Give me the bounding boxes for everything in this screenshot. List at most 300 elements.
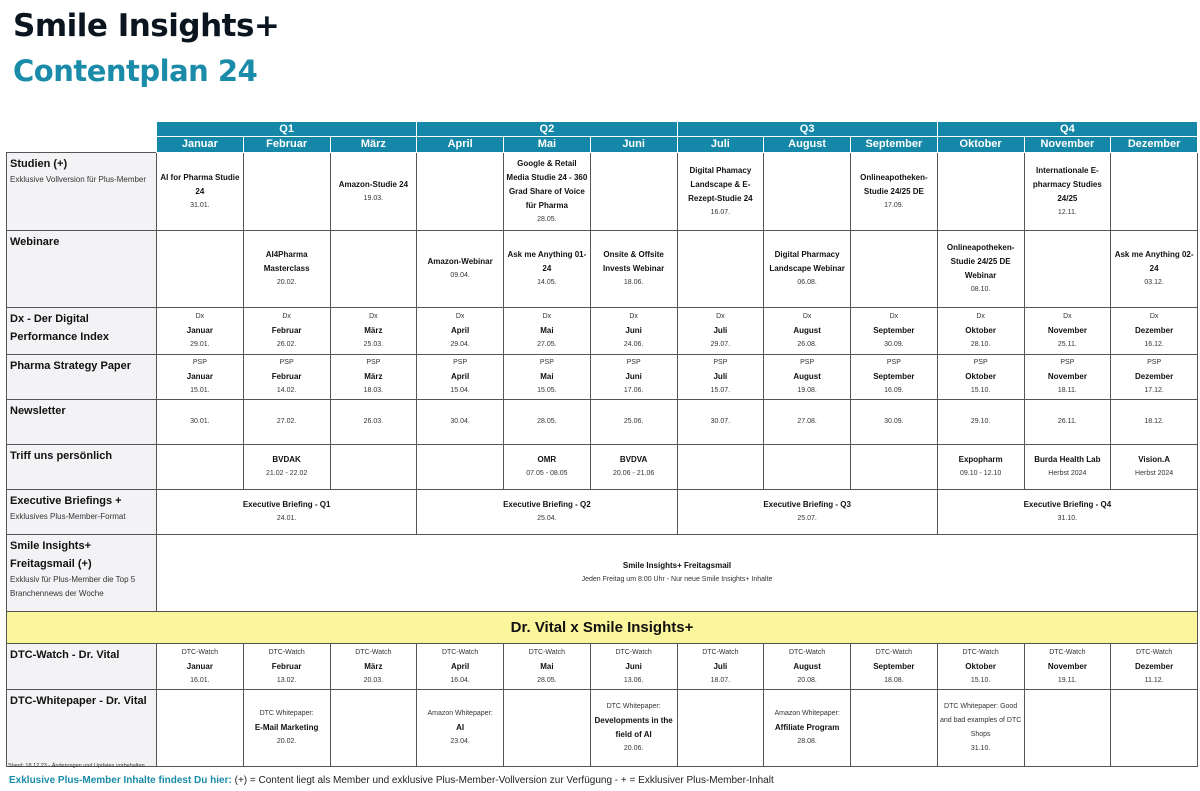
cell-date: 09.04.	[450, 272, 470, 279]
cell-date: 16.01.	[190, 676, 210, 684]
cell-date: Herbst 2024	[1135, 470, 1174, 477]
cell-title: Juli	[713, 326, 728, 335]
cell-prefix: DTC Whitepaper:	[606, 703, 661, 710]
cell-prefix: PSP	[453, 359, 468, 366]
plan-cell	[157, 490, 417, 535]
cell-date: 14.05.	[537, 279, 557, 286]
cell-date: 29.04.	[450, 341, 470, 348]
cell-date: 20.03.	[363, 676, 384, 684]
table-row	[7, 535, 1198, 612]
cell-date: 30.01.	[190, 418, 210, 425]
cell-title: Juni	[625, 372, 642, 381]
empty-corner	[7, 122, 157, 137]
plan-cell	[157, 644, 244, 690]
cell-title: September	[873, 661, 915, 671]
cell-prefix: DTC Whitepaper:	[259, 710, 314, 717]
cell-date: 28.05.	[537, 418, 557, 425]
plan-cell	[1111, 644, 1198, 690]
plan-cell	[1024, 355, 1111, 400]
cell-title: November	[1047, 326, 1087, 335]
cell-prefix: DTC-Watch	[355, 648, 392, 656]
cell-title: Google & Retail Media Studie 24 - 360 Grad Share of Voice für Pharma	[506, 158, 588, 210]
app-title: Smile Insights+	[13, 8, 280, 44]
cell-prefix: DTC-Watch	[702, 648, 739, 656]
cell-title: Amazon-Studie 24	[338, 179, 409, 189]
cell-date: 25.07.	[797, 515, 817, 522]
cell-title: Internationale E-pharmacy Studies 24/25	[1032, 165, 1102, 203]
plan-cell	[243, 400, 330, 445]
plan-cell	[1111, 400, 1198, 445]
cell-title: Onlineapotheken-Studie 24/25 DE	[860, 172, 928, 196]
cell-date: 15.05.	[537, 387, 557, 394]
cell-date: 11.12.	[1144, 676, 1164, 684]
row-subtitle: Exklusive Vollversion für Plus-Member	[10, 175, 147, 184]
plan-cell	[590, 153, 677, 231]
plan-cell	[243, 445, 330, 490]
plan-cell	[937, 445, 1024, 490]
cell-date: 13.06.	[623, 676, 644, 684]
cell-date: 26.11.	[1057, 418, 1077, 425]
cell-date: 16.12.	[1144, 341, 1164, 348]
cell-date: 30.04.	[450, 418, 470, 425]
cell-prefix: DTC-Watch	[181, 648, 219, 656]
row-title: Studien (+)	[10, 158, 68, 170]
cell-date: 28.10.	[970, 341, 991, 348]
cell-title: OMR	[537, 455, 557, 464]
plan-cell	[157, 308, 244, 355]
cell-title: Onsite & Offsite Invests Webinar	[603, 250, 665, 273]
banner-row	[7, 612, 1198, 644]
cell-date: 18.03.	[363, 387, 384, 394]
plan-cell	[504, 153, 591, 231]
plan-cell	[1024, 445, 1111, 490]
plan-cell	[504, 445, 591, 490]
cell-date: 18.08.	[884, 676, 904, 684]
plan-cell	[851, 355, 938, 400]
cell-date: 31.10.	[1057, 515, 1078, 522]
cell-title: Digital Phamacy Landscape & E-Rezept-Studie 24	[688, 165, 753, 203]
cell-title: Executive Briefing - Q2	[503, 500, 591, 509]
plan-cell	[677, 400, 764, 445]
quarter-header: Q4	[937, 122, 1197, 137]
plan-cell	[157, 355, 244, 400]
plan-cell	[851, 690, 938, 767]
month-header: Dezember	[1111, 137, 1198, 153]
plan-cell	[590, 644, 677, 690]
plan-cell	[330, 355, 417, 400]
empty-corner	[7, 137, 157, 153]
plan-cell	[417, 355, 504, 400]
cell-prefix: Dx	[195, 313, 205, 320]
cell-date: 30.09.	[884, 418, 904, 425]
row-label	[7, 400, 157, 445]
cell-title: Ask me Anything 02-24	[1114, 250, 1194, 273]
cell-prefix: DTC Whitepaper: Good and bad examples of DTC Shops	[939, 703, 1022, 738]
cell-title: März	[364, 372, 383, 381]
cell-date: 15.07.	[710, 387, 731, 394]
plan-cell	[417, 490, 677, 535]
table-row	[7, 400, 1198, 445]
plan-cell	[330, 690, 417, 767]
cell-date: 20.06.	[623, 745, 644, 752]
cell-prefix: PSP	[973, 359, 988, 366]
cell-date: 07.05 - 08.05	[526, 470, 568, 477]
plan-cell	[504, 644, 591, 690]
plan-cell	[677, 445, 764, 490]
cell-date: 21.02 - 22.02	[265, 470, 308, 477]
cell-date: 13.02.	[276, 676, 297, 684]
plan-cell	[764, 690, 851, 767]
cell-prefix: PSP	[626, 359, 641, 366]
cell-title: AI for Pharma Studie 24	[160, 172, 240, 196]
table-row	[7, 445, 1198, 490]
plan-cell	[851, 231, 938, 308]
cell-prefix: PSP	[886, 359, 901, 366]
cell-title: April	[451, 372, 470, 381]
plan-cell	[157, 445, 244, 490]
plan-cell	[677, 355, 764, 400]
month-header: Juni	[590, 137, 677, 153]
row-title: Newsletter	[10, 405, 66, 417]
cell-date: 29.07.	[710, 341, 731, 348]
cell-title: September	[873, 372, 915, 381]
cell-title: Vision.A	[1138, 455, 1171, 464]
month-header: August	[764, 137, 851, 153]
cell-title: Juli	[713, 661, 728, 671]
row-label	[7, 445, 157, 490]
plan-cell	[1111, 445, 1198, 490]
cell-title: Juni	[625, 326, 642, 335]
cell-title: Dezember	[1135, 661, 1174, 671]
plan-cell	[1111, 355, 1198, 400]
cell-date: 15.04.	[450, 387, 470, 394]
cell-title: Januar	[186, 372, 213, 381]
cell-date: 16.04.	[450, 676, 470, 684]
row-title: Executive Briefings +	[10, 495, 122, 507]
month-header: Februar	[243, 137, 330, 153]
plan-cell	[1024, 690, 1111, 767]
plan-cell	[504, 400, 591, 445]
cell-prefix: PSP	[713, 359, 728, 366]
plan-cell	[243, 308, 330, 355]
cell-date: 19.03.	[363, 194, 384, 202]
cell-date: 28.08.	[797, 738, 817, 745]
row-title: Smile Insights+ Freitagsmail (+)	[10, 540, 92, 570]
cell-prefix: Dx	[1063, 313, 1072, 320]
cell-prefix: PSP	[192, 359, 207, 366]
dr-vital-banner: Dr. Vital x Smile Insights+	[7, 612, 1198, 644]
cell-prefix: Dx	[369, 313, 378, 320]
plan-cell	[937, 308, 1024, 355]
plan-cell	[504, 231, 591, 308]
plan-cell	[937, 490, 1197, 535]
cell-title: Februar	[271, 326, 302, 335]
cell-title: April	[451, 661, 470, 671]
cell-title: August	[793, 661, 821, 671]
plan-cell	[590, 355, 677, 400]
plan-cell	[677, 153, 764, 231]
plan-cell	[937, 231, 1024, 308]
cell-prefix: DTC-Watch	[1135, 648, 1173, 656]
plan-cell	[157, 690, 244, 767]
cell-title: Affiliate Program	[774, 723, 840, 732]
cell-prefix: PSP	[1147, 359, 1162, 366]
plan-cell	[330, 308, 417, 355]
plan-cell	[157, 400, 244, 445]
cell-prefix: DTC-Watch	[788, 648, 826, 656]
cell-date: 28.05.	[537, 676, 557, 684]
cell-title: Oktober	[965, 372, 996, 381]
row-label	[7, 231, 157, 308]
plan-cell	[590, 445, 677, 490]
cell-date: 31.10.	[970, 745, 991, 752]
plan-cell	[764, 355, 851, 400]
row-label	[7, 690, 157, 767]
cell-title: Juni	[625, 661, 642, 671]
cell-title: Mai	[540, 661, 554, 671]
page-title: Contentplan 24	[13, 54, 258, 88]
cell-prefix: PSP	[279, 359, 294, 366]
cell-date: 16.09.	[884, 387, 904, 394]
legend-lead: Exklusive Plus-Member Inhalte findest Du hier:	[9, 775, 232, 786]
row-subtitle: Exklusives Plus-Member-Format	[10, 512, 126, 521]
plan-cell	[851, 153, 938, 231]
month-header: Juli	[677, 137, 764, 153]
cell-prefix: PSP	[800, 359, 815, 366]
cell-title: Expopharm	[958, 455, 1003, 464]
cell-date: 18.11.	[1057, 387, 1077, 394]
plan-cell	[937, 153, 1024, 231]
cell-title: Januar	[186, 326, 213, 335]
month-header: November	[1024, 137, 1111, 153]
cell-date: 27.05.	[537, 341, 557, 348]
cell-title: Burda Health Lab	[1034, 455, 1101, 464]
cell-title: Executive Briefing - Q1	[242, 500, 331, 509]
plan-cell	[937, 690, 1024, 767]
row-title: DTC-Watch - Dr. Vital	[10, 649, 120, 661]
plan-cell	[851, 445, 938, 490]
cell-prefix: Amazon Whitepaper:	[774, 710, 840, 717]
cell-date: 28.05.	[537, 215, 557, 223]
row-title: DTC-Whitepaper - Dr. Vital	[10, 695, 147, 707]
cell-prefix: DTC-Watch	[268, 648, 305, 656]
plan-cell	[330, 153, 417, 231]
plan-cell	[417, 400, 504, 445]
cell-title: AI4Pharma Masterclass	[263, 250, 310, 273]
plan-cell	[417, 308, 504, 355]
cell-date: 27.08.	[797, 418, 817, 425]
table-row	[7, 490, 1198, 535]
cell-date: 24.06.	[623, 341, 644, 348]
month-header: März	[330, 137, 417, 153]
month-header-row	[7, 137, 1198, 153]
cell-title: Oktober	[965, 326, 996, 335]
cell-date: 03.12.	[1144, 279, 1164, 286]
plan-cell	[330, 644, 417, 690]
cell-date: 25.06.	[623, 418, 644, 425]
cell-date: 26.02.	[276, 341, 297, 348]
cell-date: 15.10.	[970, 676, 991, 684]
row-title: Webinare	[10, 236, 60, 248]
plan-cell	[764, 153, 851, 231]
table-row	[7, 355, 1198, 400]
cell-date: 20.02.	[276, 279, 297, 286]
cell-prefix: Dx	[282, 313, 291, 320]
row-label	[7, 308, 157, 355]
row-label	[7, 535, 157, 612]
cell-date: Jeden Freitag um 8:00 Uhr - Nur neue Smile Insights+ Inhalte	[581, 576, 773, 583]
cell-title: Juli	[713, 372, 728, 381]
plan-cell	[1111, 690, 1198, 767]
plan-cell	[590, 690, 677, 767]
cell-prefix: Dx	[976, 313, 985, 320]
cell-prefix: Dx	[889, 313, 899, 320]
plan-cell	[417, 231, 504, 308]
plan-cell	[937, 644, 1024, 690]
table-row	[7, 690, 1198, 767]
month-header: Januar	[157, 137, 244, 153]
cell-date: 20.02.	[276, 738, 297, 745]
plan-cell	[764, 644, 851, 690]
plan-cell	[851, 400, 938, 445]
cell-date: 29.01.	[190, 341, 210, 348]
cell-date: 18.12.	[1144, 418, 1164, 425]
row-title: Triff uns persönlich	[10, 450, 113, 462]
cell-date: 20.06 - 21.06	[612, 470, 655, 477]
cell-prefix: Dx	[629, 313, 638, 320]
cell-title: September	[873, 326, 915, 335]
cell-title: Digital Pharmacy Landscape Webinar	[769, 250, 845, 273]
cell-prefix: DTC-Watch	[875, 648, 913, 656]
cell-prefix: DTC-Watch	[528, 648, 566, 656]
cell-title: Februar	[271, 372, 302, 381]
cell-date: Herbst 2024	[1048, 470, 1087, 477]
plan-cell	[417, 153, 504, 231]
cell-title: Developments in the field of AI	[594, 716, 673, 739]
plan-cell	[330, 231, 417, 308]
plan-cell	[330, 445, 417, 490]
cell-title: E-Mail Marketing	[254, 723, 319, 732]
cell-title: BVDVA	[619, 455, 648, 464]
plan-cell	[677, 231, 764, 308]
cell-title: Dezember	[1135, 326, 1174, 335]
plan-cell	[590, 400, 677, 445]
plan-cell	[243, 690, 330, 767]
plan-cell	[764, 400, 851, 445]
month-header: Mai	[504, 137, 591, 153]
month-header: September	[851, 137, 938, 153]
cell-date: 30.09.	[884, 341, 904, 348]
plan-cell	[1024, 644, 1111, 690]
cell-date: 09.10 - 12.10	[959, 470, 1002, 477]
cell-prefix: Dx	[1149, 313, 1159, 320]
row-label	[7, 490, 157, 535]
plan-cell	[677, 308, 764, 355]
content-plan-table	[6, 121, 1198, 767]
cell-prefix: Dx	[716, 313, 725, 320]
row-label	[7, 355, 157, 400]
cell-date: 30.07.	[710, 418, 731, 425]
row-subtitle: Exklusiv für Plus-Member die Top 5 Branchennews der Woche	[10, 575, 136, 598]
cell-date: 18.07.	[710, 676, 731, 684]
cell-title: Ask me Anything 01-24	[507, 250, 587, 273]
cell-prefix: DTC-Watch	[962, 648, 999, 656]
plan-cell	[1024, 231, 1111, 308]
plan-cell	[330, 400, 417, 445]
cell-title: Executive Briefing - Q3	[763, 500, 851, 509]
plan-cell	[504, 355, 591, 400]
plan-cell	[1111, 153, 1198, 231]
cell-title: Januar	[186, 661, 213, 671]
plan-cell	[243, 644, 330, 690]
row-label	[7, 644, 157, 690]
quarter-header: Q2	[417, 122, 677, 137]
cell-prefix: Dx	[455, 313, 465, 320]
cell-title: April	[451, 326, 470, 335]
cell-title: Amazon-Webinar	[427, 257, 493, 266]
legend	[9, 775, 774, 786]
cell-title: Februar	[271, 661, 302, 671]
plan-cell	[1111, 231, 1198, 308]
cell-title: März	[364, 661, 383, 671]
cell-title: November	[1047, 661, 1087, 671]
quarter-header: Q3	[677, 122, 937, 137]
cell-date: 17.09.	[884, 201, 904, 209]
cell-title: AI	[456, 723, 465, 732]
cell-date: 14.02.	[276, 387, 297, 394]
plan-cell	[157, 153, 244, 231]
table-row	[7, 153, 1198, 231]
plan-cell	[677, 644, 764, 690]
table-row	[7, 644, 1198, 690]
cell-date: 16.07.	[710, 208, 731, 216]
cell-date: 25.04.	[537, 515, 557, 522]
cell-title: Executive Briefing - Q4	[1023, 500, 1112, 509]
cell-prefix: PSP	[1060, 359, 1075, 366]
cell-date: 24.01.	[276, 515, 297, 522]
cell-prefix: PSP	[539, 359, 554, 366]
cell-date: 17.12.	[1144, 387, 1164, 394]
cell-prefix: Amazon Whitepaper:	[427, 710, 493, 717]
plan-cell	[851, 644, 938, 690]
cell-date: 12.11.	[1057, 208, 1077, 216]
plan-cell	[1024, 308, 1111, 355]
cell-date: 31.01.	[190, 201, 210, 209]
cell-date: 18.06.	[623, 279, 644, 286]
table-row	[7, 231, 1198, 308]
cell-date: 20.08.	[797, 676, 817, 684]
cell-date: 27.02.	[276, 418, 297, 425]
plan-cell	[417, 690, 504, 767]
plan-cell	[157, 231, 244, 308]
cell-date: 23.04.	[450, 738, 470, 745]
quarter-header-row	[7, 122, 1198, 137]
legend-text: (+) = Content liegt als Member und exklusive Plus-Member-Vollversion zur Verfügung - + = Exklusiver Plus-Member-Inhalt	[234, 775, 774, 786]
cell-date: 19.11.	[1057, 676, 1077, 684]
cell-date: 06.08.	[797, 279, 817, 286]
plan-cell	[504, 308, 591, 355]
plan-cell	[1024, 400, 1111, 445]
plan-cell	[677, 690, 764, 767]
cell-prefix: Dx	[542, 313, 552, 320]
plan-cell	[1024, 153, 1111, 231]
plan-cell	[937, 400, 1024, 445]
plan-cell	[243, 153, 330, 231]
cell-prefix: DTC-Watch	[615, 648, 652, 656]
cell-prefix: DTC-Watch	[1049, 648, 1086, 656]
footer-note: Stand: 18.12.23 - Änderungen und Updates vorbehalten	[8, 763, 145, 769]
cell-title: Mai	[540, 372, 554, 381]
